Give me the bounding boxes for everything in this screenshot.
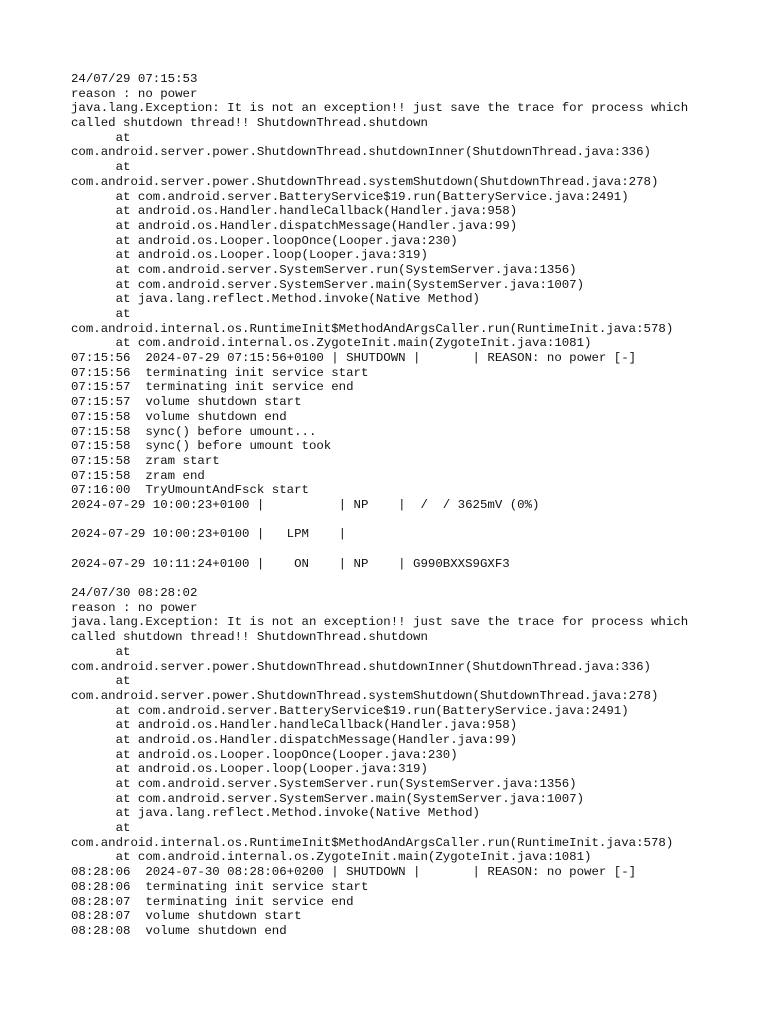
- log-line: 08:28:06 terminating init service start: [71, 879, 369, 894]
- log-line: at android.os.Handler.handleCallback(Handler.java:958): [71, 718, 518, 733]
- log-line: at android.os.Looper.loopOnce(Looper.java:230): [71, 233, 458, 248]
- log-line: at: [71, 160, 131, 175]
- log-line: [71, 571, 761, 586]
- log-line: at android.os.Looper.loop(Looper.java:319): [71, 762, 428, 777]
- log-line: at android.os.Handler.handleCallback(Handler.java:958): [71, 204, 518, 219]
- log-line: 08:28:07 terminating init service end: [71, 894, 354, 909]
- log-line: 07:15:58 sync() before umount...: [71, 424, 317, 439]
- log-line: java.lang.Exception: It is not an exception!! just save the trace for process which: [71, 101, 689, 116]
- log-line: 07:15:58 zram start: [71, 453, 220, 468]
- log-line: 07:16:00 TryUmountAndFsck start: [71, 483, 309, 498]
- log-line: at: [71, 130, 131, 145]
- log-line: 07:15:57 terminating init service end: [71, 380, 354, 395]
- log-line: 2024-07-29 10:11:24+0100 | ON | NP | G990BXXS9GXF3: [71, 556, 510, 571]
- log-line: at: [71, 644, 131, 659]
- log-line: 2024-07-29 10:00:23+0100 | LPM |: [71, 527, 347, 542]
- log-line: reason : no power: [71, 86, 198, 101]
- log-line: at android.os.Handler.dispatchMessage(Handler.java:99): [71, 732, 518, 747]
- log-line: at android.os.Looper.loop(Looper.java:319): [71, 248, 428, 263]
- log-line: at com.android.server.SystemServer.main(SystemServer.java:1007): [71, 277, 585, 292]
- log-line: com.android.server.power.ShutdownThread.shutdownInner(ShutdownThread.java:336): [71, 659, 651, 674]
- log-line: 08:28:06 2024-07-30 08:28:06+0200 | SHUTDOWN | | REASON: no power [-]: [71, 865, 637, 880]
- log-line: at com.android.server.SystemServer.main(SystemServer.java:1007): [71, 791, 585, 806]
- log-line: 2024-07-29 10:00:23+0100 | | NP | / / 3625mV (0%): [71, 497, 540, 512]
- log-line: 24/07/30 08:28:02: [71, 586, 198, 601]
- log-line: com.android.server.power.ShutdownThread.shutdownInner(ShutdownThread.java:336): [71, 145, 651, 160]
- log-line: at java.lang.reflect.Method.invoke(Native Method): [71, 806, 480, 821]
- log-line: at java.lang.reflect.Method.invoke(Native Method): [71, 292, 480, 307]
- log-line: 07:15:56 terminating init service start: [71, 365, 369, 380]
- log-line: at com.android.server.BatteryService$19.run(BatteryService.java:2491): [71, 189, 629, 204]
- log-line: 07:15:57 volume shutdown start: [71, 395, 302, 410]
- log-line: 07:15:58 zram end: [71, 468, 205, 483]
- log-line: java.lang.Exception: It is not an exception!! just save the trace for process which: [71, 615, 689, 630]
- log-line: com.android.internal.os.RuntimeInit$MethodAndArgsCaller.run(RuntimeInit.java:578): [71, 835, 674, 850]
- log-line: at com.android.internal.os.ZygoteInit.main(ZygoteInit.java:1081): [71, 850, 592, 865]
- log-line: 07:15:56 2024-07-29 07:15:56+0100 | SHUTDOWN | | REASON: no power [-]: [71, 351, 637, 366]
- log-line: at com.android.server.SystemServer.run(SystemServer.java:1356): [71, 777, 577, 791]
- log-document: [71, 72, 761, 939]
- log-line: reason : no power: [71, 600, 198, 615]
- log-line: at: [71, 674, 131, 689]
- log-line: com.android.internal.os.RuntimeInit$MethodAndArgsCaller.run(RuntimeInit.java:578): [71, 321, 674, 336]
- log-line: at: [71, 307, 131, 321]
- log-line: 07:15:58 volume shutdown end: [71, 409, 287, 424]
- log-line: at android.os.Looper.loopOnce(Looper.java:230): [71, 747, 458, 762]
- log-line: [71, 513, 761, 528]
- log-line: 08:28:08 volume shutdown end: [71, 923, 287, 938]
- log-line: com.android.server.power.ShutdownThread.systemShutdown(ShutdownThread.java:278): [71, 688, 659, 703]
- log-line: at com.android.server.SystemServer.run(SystemServer.java:1356): [71, 262, 577, 277]
- log-line: called shutdown thread!! ShutdownThread.shutdown: [71, 116, 428, 131]
- log-line: 08:28:07 volume shutdown start: [71, 909, 302, 924]
- log-line: at com.android.internal.os.ZygoteInit.main(ZygoteInit.java:1081): [71, 336, 592, 351]
- log-line: called shutdown thread!! ShutdownThread.shutdown: [71, 630, 428, 645]
- log-line: com.android.server.power.ShutdownThread.systemShutdown(ShutdownThread.java:278): [71, 174, 659, 189]
- log-line: 24/07/29 07:15:53: [71, 72, 198, 86]
- log-line: at com.android.server.BatteryService$19.run(BatteryService.java:2491): [71, 703, 629, 718]
- log-line: 07:15:58 sync() before umount took: [71, 439, 332, 454]
- log-line: at: [71, 821, 131, 836]
- log-line: [71, 542, 761, 557]
- log-line: at android.os.Handler.dispatchMessage(Handler.java:99): [71, 218, 518, 233]
